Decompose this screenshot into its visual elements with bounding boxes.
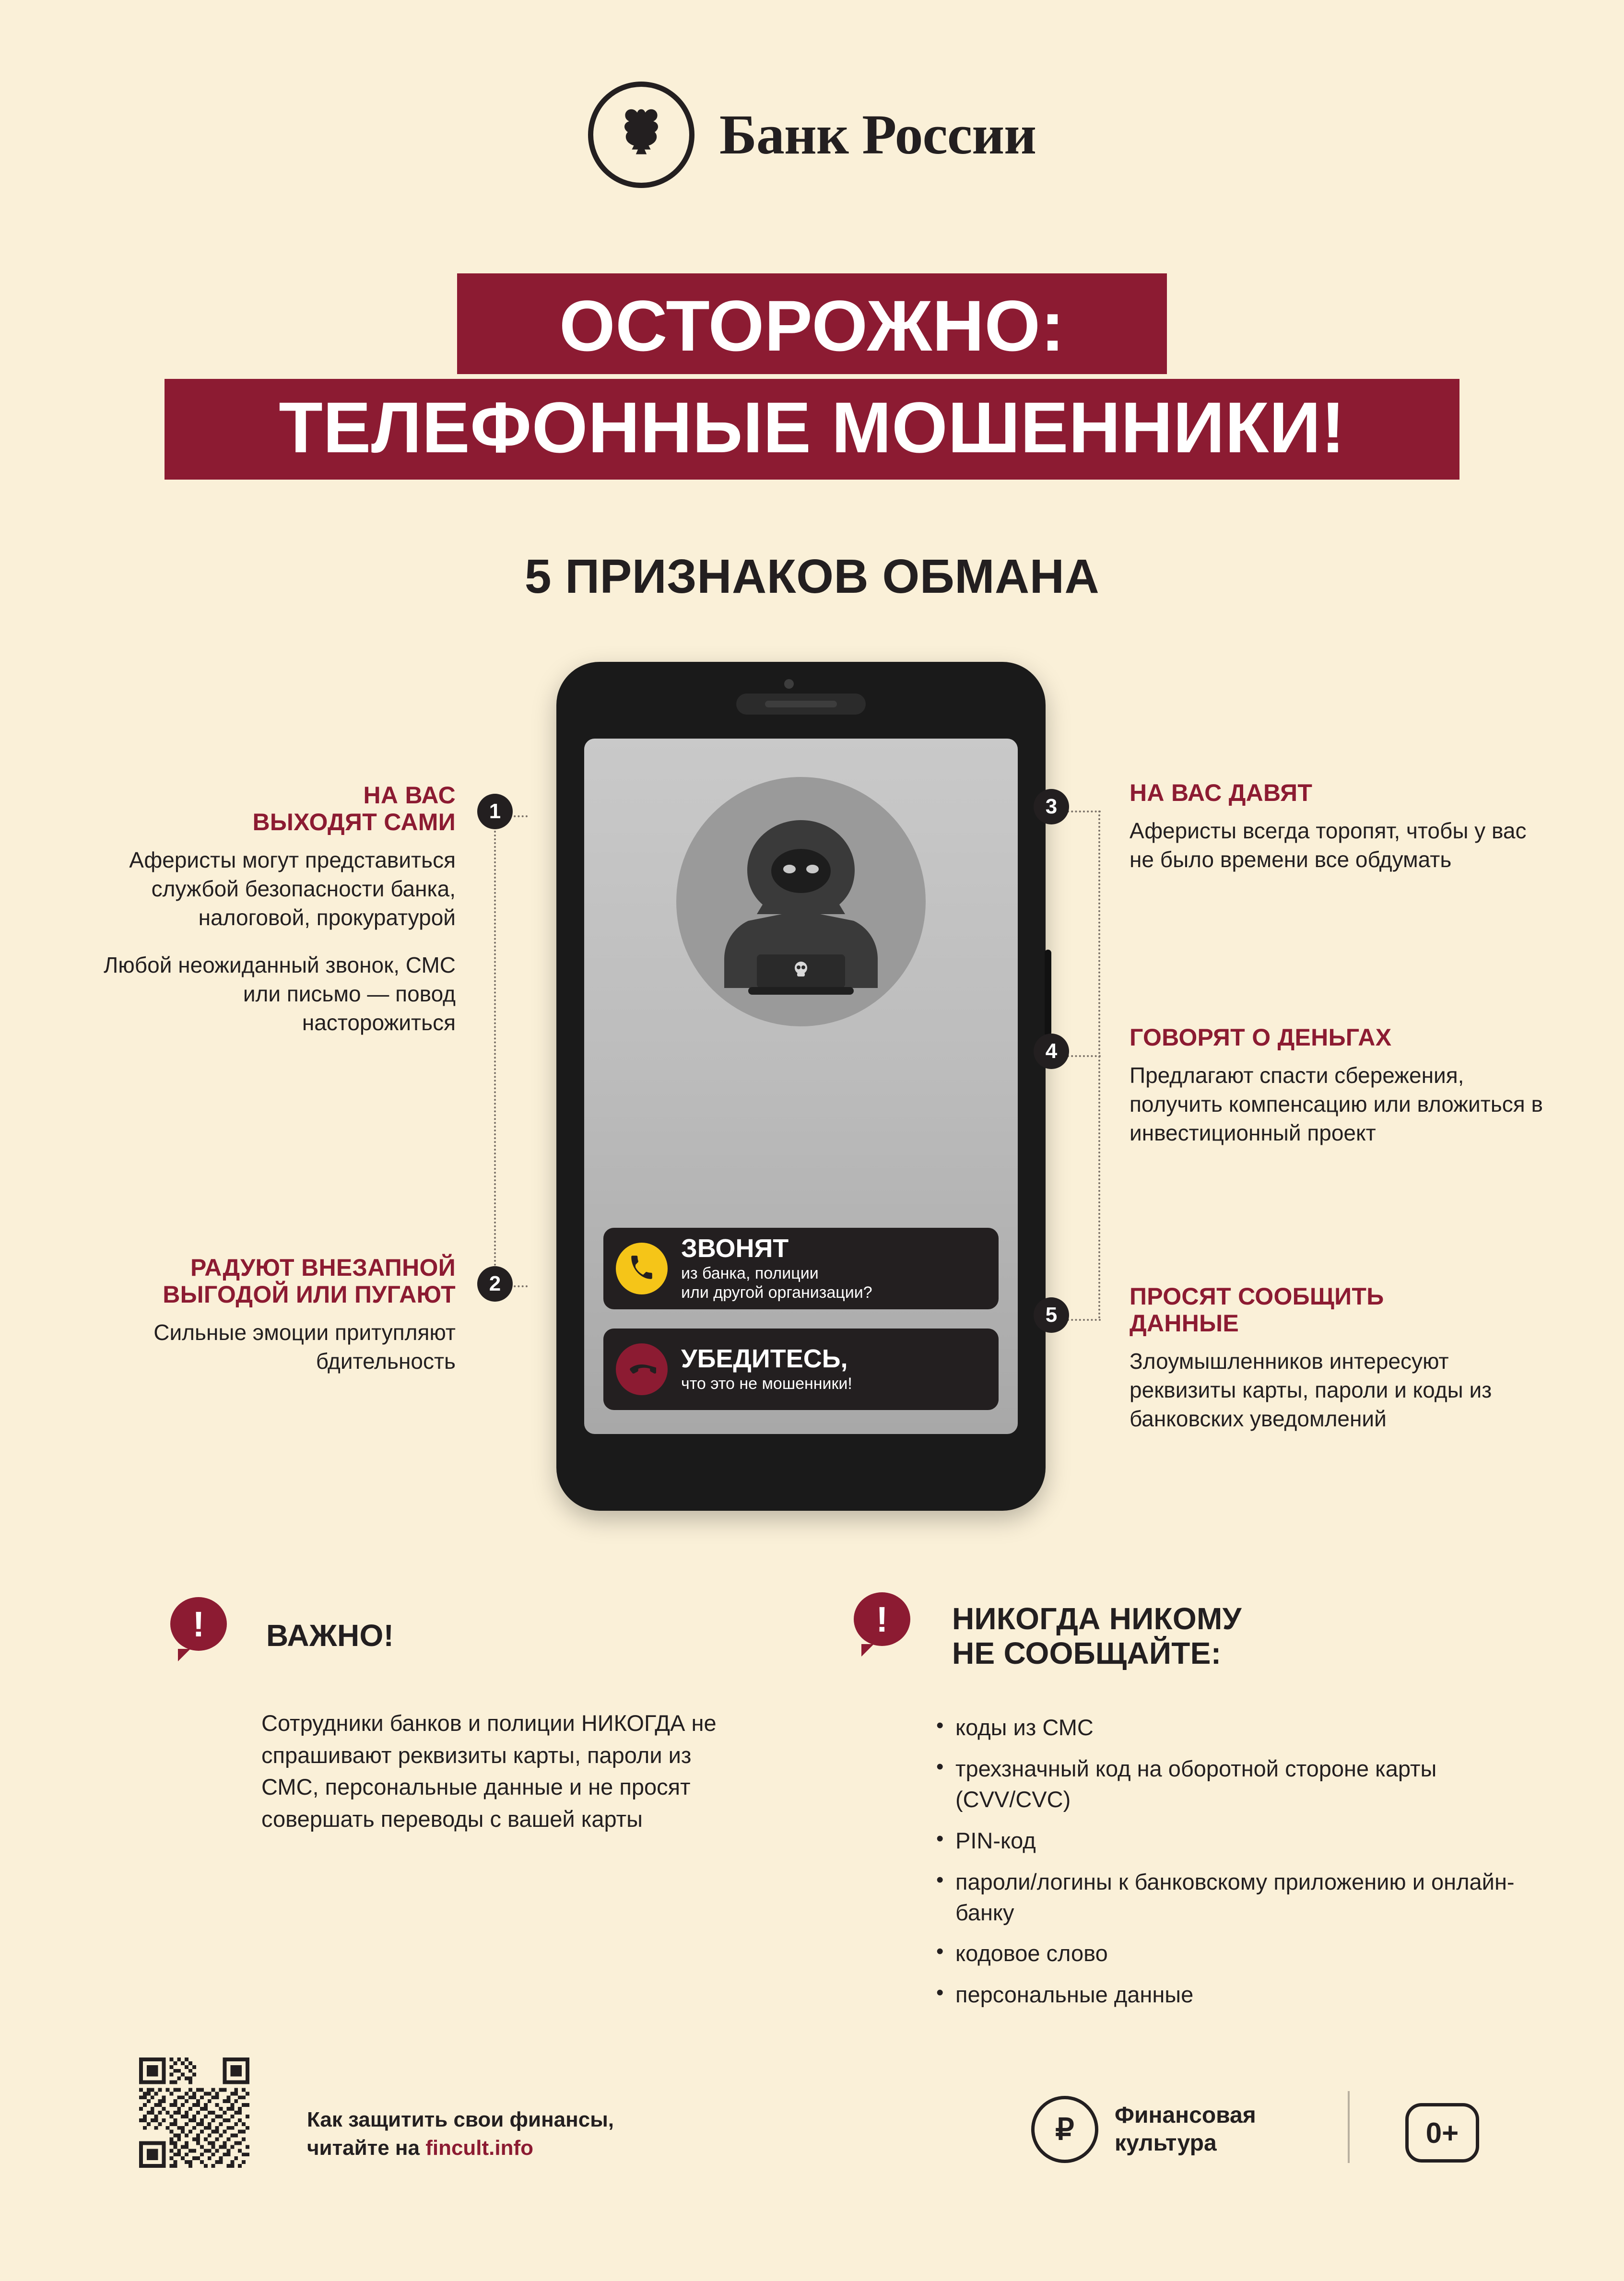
- tip-1-heading-line1: НА ВАС: [363, 782, 456, 809]
- fincult-label: [1115, 2102, 1256, 2157]
- tip-badge-5: 5: [1034, 1297, 1069, 1333]
- connector-line-right: [1098, 811, 1100, 1319]
- exclamation-icon-important: [170, 1597, 227, 1654]
- tip-5-heading-line2: ДАННЫЕ: [1130, 1310, 1239, 1337]
- verify-alert-card: [603, 1329, 999, 1410]
- tip-3-heading: НА ВАС ДАВЯТ: [1130, 779, 1313, 806]
- ruble-icon: ₽: [1031, 2096, 1098, 2163]
- footer-cta-line2-prefix: читайте на: [307, 2136, 426, 2160]
- tip-badge-4: 4: [1034, 1034, 1069, 1069]
- brand-header: [0, 82, 1624, 188]
- tip-1: [86, 782, 456, 1037]
- never-tell-heading-line1: НИКОГДА НИКОМУ: [952, 1601, 1242, 1636]
- tip-badge-3: 3: [1034, 789, 1069, 824]
- fincult-logo: [1031, 2096, 1256, 2163]
- fincult-label-line1: Финансовая: [1115, 2103, 1256, 2128]
- connector-tick-right-5: [1067, 1319, 1101, 1321]
- footer-cta: [307, 2105, 614, 2163]
- list-item: • кодовое слово: [955, 1938, 1531, 1969]
- fincult-link[interactable]: fincult.info: [425, 2136, 534, 2160]
- qr-code[interactable]: [139, 2058, 249, 2168]
- footer-divider: [1348, 2091, 1350, 2163]
- tip-2-heading: [86, 1254, 456, 1308]
- list-item: • персональные данные: [955, 1979, 1531, 2010]
- call-card-sub-1: из банка, полиции: [681, 1264, 819, 1283]
- phone-screen: [584, 739, 1018, 1434]
- never-tell-heading: [952, 1602, 1480, 1670]
- title-line-1: ОСТОРОЖНО:: [457, 273, 1167, 374]
- call-card-title: ЗВОНЯТ: [681, 1234, 789, 1263]
- tip-2-body-1: Сильные эмоции притупляют бдительность: [153, 1320, 456, 1374]
- connector-tick-right-4: [1067, 1055, 1101, 1057]
- age-rating-badge: 0+: [1405, 2103, 1479, 2163]
- tip-2: [86, 1254, 456, 1376]
- important-heading: ВАЖНО!: [266, 1618, 394, 1653]
- call-card-sub-2: или другой организации?: [681, 1283, 872, 1302]
- phone-camera-icon: [784, 679, 794, 689]
- tip-badge-1: 1: [477, 794, 513, 829]
- list-item: • коды из СМС: [955, 1712, 1531, 1743]
- list-item: • пароли/логины к банковскому приложению и онлайн-банку: [955, 1867, 1531, 1928]
- fincult-label-line2: культура: [1115, 2130, 1217, 2156]
- tip-4-heading: ГОВОРЯТ О ДЕНЬГАХ: [1130, 1024, 1392, 1051]
- connector-tick-right-3: [1067, 811, 1101, 812]
- tip-3-body-1: Аферисты всегда торопят, чтобы у вас не было времени все обдумать: [1130, 818, 1527, 872]
- tip-1-body-2: Любой неожиданный звонок, СМС или письмо — повод насторожиться: [104, 952, 456, 1035]
- tip-5-body-1: Злоумышленников интересуют реквизиты карты, пароли и коды из банковских уведомлений: [1130, 1349, 1492, 1431]
- never-tell-list: [930, 1712, 1531, 2021]
- brand-name: Банк России: [719, 103, 1036, 166]
- subtitle: 5 ПРИЗНАКОВ ОБМАНА: [524, 550, 1100, 603]
- phone-illustration: [556, 662, 1046, 1511]
- scammer-avatar-icon: [676, 777, 926, 1026]
- title-line-2: ТЕЛЕФОННЫЕ МОШЕННИКИ!: [165, 379, 1459, 480]
- tip-2-heading-line2: ВЫГОДОЙ ИЛИ ПУГАЮТ: [163, 1281, 456, 1308]
- bank-of-russia-emblem-icon: [588, 82, 694, 188]
- tip-badge-2: 2: [477, 1266, 513, 1302]
- tip-1-heading: [86, 782, 456, 835]
- important-body: Сотрудники банков и полиции НИКОГДА не спрашивают реквизиты карты, пароли из СМС, персональные данные и не просят совершать переводы с вашей карты: [261, 1710, 717, 1832]
- tip-5: [1130, 1283, 1561, 1433]
- tip-2-heading-line1: РАДУЮТ ВНЕЗАПНОЙ: [190, 1254, 456, 1281]
- list-item: • трехзначный код на оборотной стороне карты (CVV/CVC): [955, 1753, 1531, 1815]
- tip-1-body-1: Аферисты могут представиться службой безопасности банка, налоговой, прокуратурой: [129, 847, 456, 930]
- verify-card-title: УБЕДИТЕСЬ,: [681, 1344, 848, 1373]
- call-alert-card: [603, 1228, 999, 1309]
- tip-1-heading-line2: ВЫХОДЯТ САМИ: [252, 809, 456, 835]
- tip-4-body-1: Предлагают спасти сбережения, получить компенсацию или вложиться в инвестиционный проект: [1130, 1063, 1543, 1145]
- phone-side-button: [1045, 950, 1051, 1036]
- phone-speaker: [765, 701, 837, 707]
- exclamation-bubble-2: !: [854, 1592, 910, 1646]
- footer-cta-line1: Как защитить свои финансы,: [307, 2108, 614, 2131]
- phone-handset-icon: [616, 1243, 668, 1294]
- tip-5-heading-line1: ПРОСЯТ СООБЩИТЬ: [1130, 1283, 1384, 1310]
- list-item: • PIN-код: [955, 1825, 1531, 1856]
- hangup-icon: [616, 1343, 668, 1395]
- tip-4: [1130, 1024, 1561, 1147]
- exclamation-bubble: !: [170, 1597, 227, 1651]
- connector-line-left: [494, 815, 496, 1285]
- exclamation-icon-never: [854, 1592, 910, 1649]
- verify-card-sub-1: что это не мошенники!: [681, 1375, 852, 1393]
- tip-3: [1130, 779, 1552, 874]
- never-tell-heading-line2: НЕ СООБЩАЙТЕ:: [952, 1635, 1222, 1670]
- tip-5-heading: [1130, 1283, 1561, 1337]
